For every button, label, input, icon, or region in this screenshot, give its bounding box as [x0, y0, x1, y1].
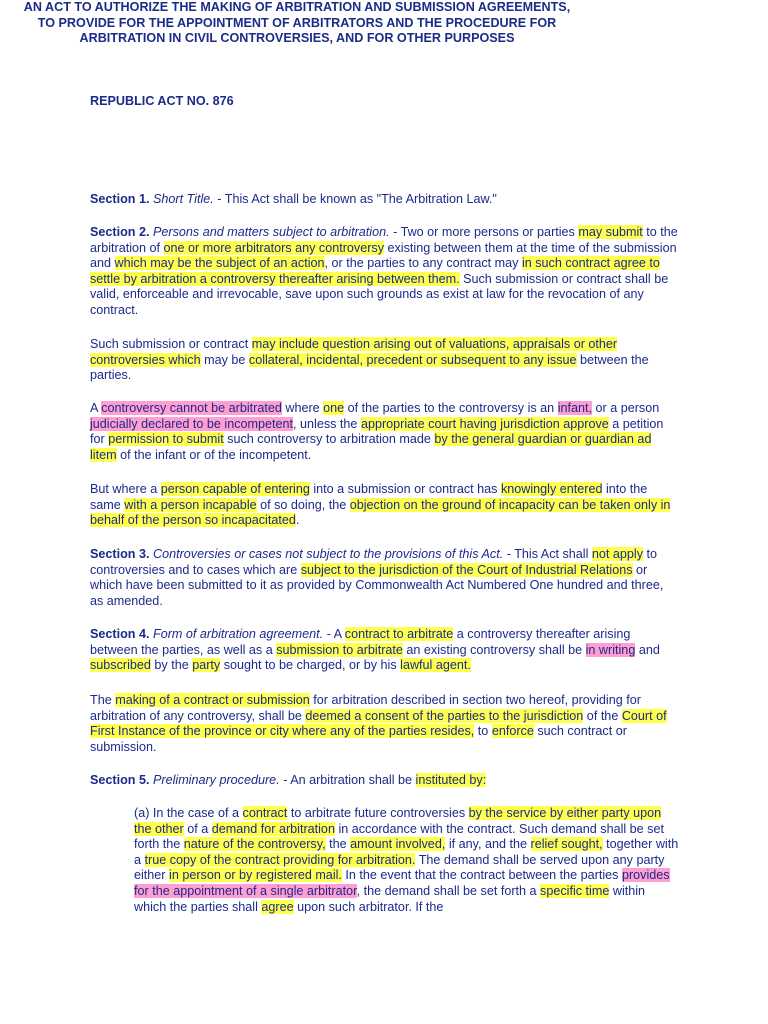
body-text: an existing controversy shall be: [402, 642, 586, 657]
body-text: (a) In the case of a: [134, 806, 243, 820]
section-4-paragraph: [90, 627, 680, 674]
body-text: .: [295, 513, 300, 528]
yellow-highlight: one: [323, 401, 345, 415]
section-3-paragraph: [90, 547, 680, 609]
body-text: into the same: [90, 482, 648, 512]
yellow-highlight: one or more arbitrators any controversy: [163, 240, 384, 255]
yellow-highlight: objection on the ground of incapacity can be taken only in behalf of the person so incapacitated: [90, 497, 671, 528]
act-heading-line: ARBITRATION IN CIVIL CONTROVERSIES, AND FOR OTHER PURPOSES: [79, 31, 515, 46]
body-text: in accordance with the contract. Such demand shall be set forth the: [134, 821, 664, 852]
body-text: to arbitrate future controversies: [287, 806, 469, 820]
act-heading-line: TO PROVIDE FOR THE APPOINTMENT OF ARBITRATORS AND THE PROCEDURE FOR: [37, 15, 557, 30]
body-text: Such submission or contract shall be valid, enforceable and irrevocable, save upon such grounds as exist at law for the revocation of any contract.: [90, 271, 669, 317]
yellow-highlight: not apply: [591, 547, 644, 561]
body-text: , unless the: [293, 416, 361, 431]
body-text: may be: [200, 352, 249, 367]
yellow-highlight: enforce: [491, 724, 534, 739]
yellow-highlight: permission to submit: [108, 432, 224, 447]
body-text: a petition for: [90, 416, 664, 447]
body-text: A: [90, 401, 102, 415]
body-text: of the: [583, 708, 622, 723]
section-5-paragraph: [90, 773, 680, 789]
yellow-highlight: contract to arbitrate: [344, 627, 454, 641]
body-text: the: [325, 837, 351, 852]
pink-highlight: provides for the appointment of a single arbitrator: [134, 868, 670, 898]
body-text: such contract or submission.: [90, 724, 627, 754]
body-text: In the event that the contract between the parties: [341, 868, 622, 883]
yellow-highlight: subscribed: [90, 658, 151, 673]
pink-highlight: in writing: [585, 642, 636, 657]
body-text: by the: [150, 658, 193, 673]
body-text: - This Act shall be known as "The Arbitration Law.": [213, 192, 497, 206]
yellow-highlight: knowingly entered: [500, 482, 603, 496]
yellow-highlight: party: [192, 658, 221, 673]
body-text: - Two or more persons or parties: [389, 225, 579, 239]
yellow-highlight: may include question arising out of valuations, appraisals or other controversies which: [90, 337, 618, 367]
body-text: of a: [183, 821, 212, 836]
section-heading: Controversies or cases not subject to the provisions of this Act.: [153, 547, 504, 561]
capable-person-paragraph: [90, 482, 680, 529]
section-label: Section 4.: [90, 627, 150, 641]
submission-scope-paragraph: [90, 337, 680, 384]
section-label: Section 1.: [90, 192, 150, 206]
body-text: The demand shall be served upon any party either: [134, 852, 665, 883]
section-label: Section 3.: [90, 547, 150, 561]
section-heading: Form of arbitration agreement.: [153, 627, 324, 641]
pink-highlight: controversy cannot be arbitrated: [101, 401, 282, 415]
yellow-highlight: contract: [242, 806, 288, 820]
body-text: existing between them at the time of the submission and: [90, 240, 677, 271]
pink-highlight: infant,: [557, 401, 592, 415]
yellow-highlight: demand for arbitration: [211, 821, 335, 836]
body-text: such controversy to arbitration made: [223, 432, 435, 447]
yellow-highlight: subject to the jurisdiction of the Court of Industrial Relations: [300, 562, 633, 577]
yellow-highlight: in such contract agree to settle by arbitration a controversy thereafter arising between them.: [90, 256, 660, 286]
body-text: , or the parties to any contract may: [324, 256, 522, 271]
body-text: or which have been submitted to it as provided by Commonwealth Act Numbered One hundred and three, as amended.: [90, 562, 664, 608]
body-text: sought to be charged, or by his: [220, 658, 401, 673]
body-text: - An arbitration shall be: [279, 773, 416, 787]
body-text: to the arbitration of: [90, 225, 678, 255]
pink-highlight: judicially declared to be incompetent: [90, 416, 294, 431]
body-text: to: [474, 724, 492, 739]
body-text: within which the parties shall: [134, 883, 646, 914]
section-heading: Short Title.: [153, 192, 214, 206]
body-text: between the parties.: [90, 352, 649, 383]
section-heading: Preliminary procedure.: [153, 773, 280, 787]
yellow-highlight: in person or by registered mail.: [169, 868, 342, 883]
yellow-highlight: true copy of the contract providing for arbitration.: [144, 852, 416, 867]
section-label: Section 2.: [90, 225, 150, 239]
body-text: into a submission or contract has: [309, 482, 501, 496]
yellow-highlight: making of a contract or submission: [115, 693, 310, 707]
body-text: of the parties to the controversy is an: [344, 401, 558, 415]
body-text: - This Act shall: [503, 547, 592, 561]
yellow-highlight: relief sought,: [530, 837, 603, 852]
body-text: of the infant or of the incompetent.: [116, 447, 312, 462]
body-text: together with a: [134, 837, 679, 867]
yellow-highlight: submission to arbitrate: [276, 642, 403, 657]
yellow-highlight: person capable of entering: [160, 482, 310, 496]
section-label: Section 5.: [90, 773, 150, 787]
yellow-highlight: deemed a consent of the parties to the jurisdiction: [305, 708, 584, 723]
yellow-highlight: specific time: [540, 883, 610, 898]
body-text: or a person: [592, 401, 660, 415]
section-heading: Persons and matters subject to arbitration.: [153, 225, 390, 239]
body-text: But where a: [90, 482, 161, 496]
body-text: for arbitration described in section two hereof, providing for arbitration of any controversy, shall be: [90, 693, 641, 723]
yellow-highlight: instituted by:: [415, 773, 487, 787]
yellow-highlight: agree: [261, 899, 294, 914]
yellow-highlight: with a person incapable: [124, 497, 257, 512]
act-heading: [0, 0, 594, 47]
document-title: REPUBLIC ACT NO. 876: [90, 94, 234, 108]
yellow-highlight: Court of First Instance of the province or city where any of the parties resides,: [90, 708, 667, 739]
body-text: a controversy thereafter arising between the parties, as well as a: [90, 627, 631, 657]
yellow-highlight: by the general guardian or guardian ad litem: [90, 432, 652, 462]
yellow-highlight: amount involved,: [350, 837, 446, 852]
section-5a-paragraph: [134, 806, 680, 915]
section-1-paragraph: [90, 192, 680, 208]
act-heading-line: AN ACT TO AUTHORIZE THE MAKING OF ARBITRATION AND SUBMISSION AGREEMENTS,: [23, 0, 571, 14]
yellow-highlight: by the service by either party upon the other: [134, 806, 662, 836]
yellow-highlight: nature of the controversy,: [183, 837, 326, 852]
body-text: where: [281, 401, 324, 415]
section-2-paragraph: [90, 225, 680, 319]
body-text: upon such arbitrator. If the: [293, 899, 444, 914]
body-text: , the demand shall be set forth a: [356, 883, 541, 898]
body-text: The: [90, 693, 116, 707]
yellow-highlight: collateral, incidental, precedent or subsequent to any issue: [248, 352, 577, 367]
yellow-highlight: may submit: [578, 225, 643, 239]
yellow-highlight: lawful agent.: [400, 658, 471, 673]
jurisdiction-paragraph: [90, 693, 680, 755]
yellow-highlight: appropriate court having jurisdiction approve: [360, 416, 609, 431]
body-text: and: [635, 642, 660, 657]
body-text: - A: [323, 627, 345, 641]
yellow-highlight: which may be the subject of an action: [114, 256, 325, 271]
body-text: Such submission or contract: [90, 337, 252, 351]
body-text: to controversies and to cases which are: [90, 547, 658, 577]
body-text: of so doing, the: [256, 497, 350, 512]
incapacity-paragraph: [90, 401, 680, 463]
body-text: if any, and the: [445, 837, 531, 852]
